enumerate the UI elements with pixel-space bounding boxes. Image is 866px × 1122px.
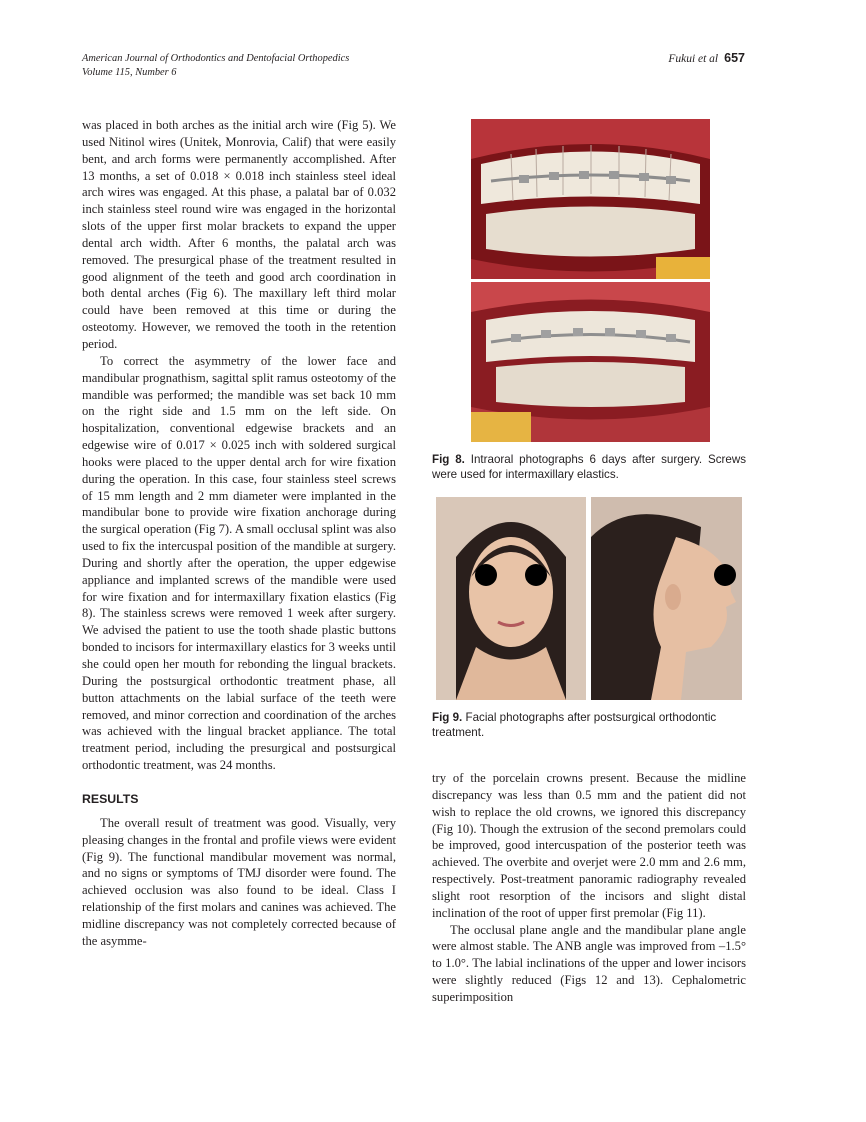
left-column: [82, 117, 396, 950]
caption-text: Facial photographs after postsurgical orthodontic treatment.: [432, 711, 717, 739]
figure-caption-fig8: [432, 452, 746, 482]
paragraph: The occlusal plane angle and the mandibular plane angle were almost stable. The ANB angle was improved from –1.5° to 1.0°. The labial inclinations of the upper and lower incisors were slightly reduced (Figs 12 and 13). Cephalometric superimposition: [432, 922, 746, 1004]
fig9-frontal-face-photo: [436, 497, 586, 700]
journal-volume: Volume 115, Number 6: [82, 67, 177, 78]
paragraph: try of the porcelain crowns present. Because the midline discrepancy was less than 0.5 mm and the patient did not wish to replace the old crowns, we ignored this discrepancy (Fig 10). Though the extrusion of the second premolars could be improved, good intercuspation of the posterior teeth was achieved. The overbite and overjet were 2.0 mm and 2.6 mm, respectively. Post-treatment panoramic radiography revealed slight root resorption of the incisors and slight distal inclination of the root of upper first premolar (Fig 11).: [432, 771, 746, 920]
figure-caption-fig9: [432, 710, 746, 740]
fig8-intraoral-photo-upper: [471, 119, 710, 279]
running-authors: Fukui et al: [668, 53, 719, 65]
fig8-intraoral-photo-lower: [471, 282, 710, 442]
section-heading-results: RESULTS: [82, 791, 139, 806]
running-header-journal: [82, 52, 349, 80]
right-column: [432, 770, 746, 1006]
paragraph: The overall result of treatment was good. Visually, very pleasing changes in the frontal and profile views were evident (Fig 9). The functional mandibular movement was normal, and no signs or symptoms of TMJ disorder were found. The achieved occlusion was also found to be ideal. Class I relationship of the first molars and canines was achieved. The midline discrepancy was not completely corrected because of the asymme-: [82, 815, 396, 948]
paragraph: To correct the asymmetry of the lower face and mandibular prognathism, sagittal split ramus osteotomy of the mandible was performed; the mandible was set back 10 mm on the right side and 1.5 mm on the left side. On hospitalization, conventional edgewise brackets and an edgewise wire of 0.017 × 0.025 inch with soldered surgical hooks were placed to the upper dental arch for wire fixation during the operation. In this case, four stainless steel screws of 15 mm length and 2 mm diameter were implanted in the mandibular bone to provide wire fixation anchorage during the surgical operation (Fig 7). A small occlusal splint was also used to fix the intercuspal position of the mandible at surgery. During and shortly after the operation, the upper edgewise appliance and implanted screws of the mandible were used for wire fixation and for intermaxillary fixation elastics (Fig 8). The stainless screws were removed 1 week after surgery. We advised the patient to use the tooth shade plastic buttons bonded to incisors for intermaxillary elastics for 3 weeks until she could open her mouth for rebonding the lingual brackets. During the postsurgical orthodontic treatment phase, all button attachments on the labial surface of the teeth were removed, and minor correction and coordination of the arches was achieved with the lingual bracket appliance. The total treatment period, including the presurgical and postsurgical orthodontic treatment, was 24 months.: [82, 353, 396, 773]
fig9-profile-face-photo: [591, 497, 742, 700]
paragraph: was placed in both arches as the initial arch wire (Fig 5). We used Nitinol wires (Unitek, Monrovia, Calif) that were easily bent, and arch forms were permanently accomplished. After 13 months, a set of 0.018 × 0.018 inch stainless steel ideal arch wires was engaged. At this phase, a palatal bar of 0.032 inch stainless steel round wire was engaged in the horizontal slots of the upper first molar brackets to expand the upper dental arch width. After 6 months, the palatal arch was removed. The presurgical phase of the treatment resulted in good alignment of the teeth and good arch coordination in both dental arches (Fig 6). The maxillary left third molar could have been removed at this time or during the osteotomy. However, we removed the tooth in the retention period.: [82, 118, 396, 351]
running-header-right: [668, 51, 745, 65]
journal-title: American Journal of Orthodontics and Dentofacial Orthopedics: [82, 53, 350, 64]
page-number: 657: [724, 51, 745, 65]
caption-label: Fig 8.: [432, 453, 465, 466]
caption-text: Intraoral photographs 6 days after surgery. Screws were used for intermaxillary elastics.: [432, 453, 746, 481]
caption-label: Fig 9.: [432, 711, 463, 724]
